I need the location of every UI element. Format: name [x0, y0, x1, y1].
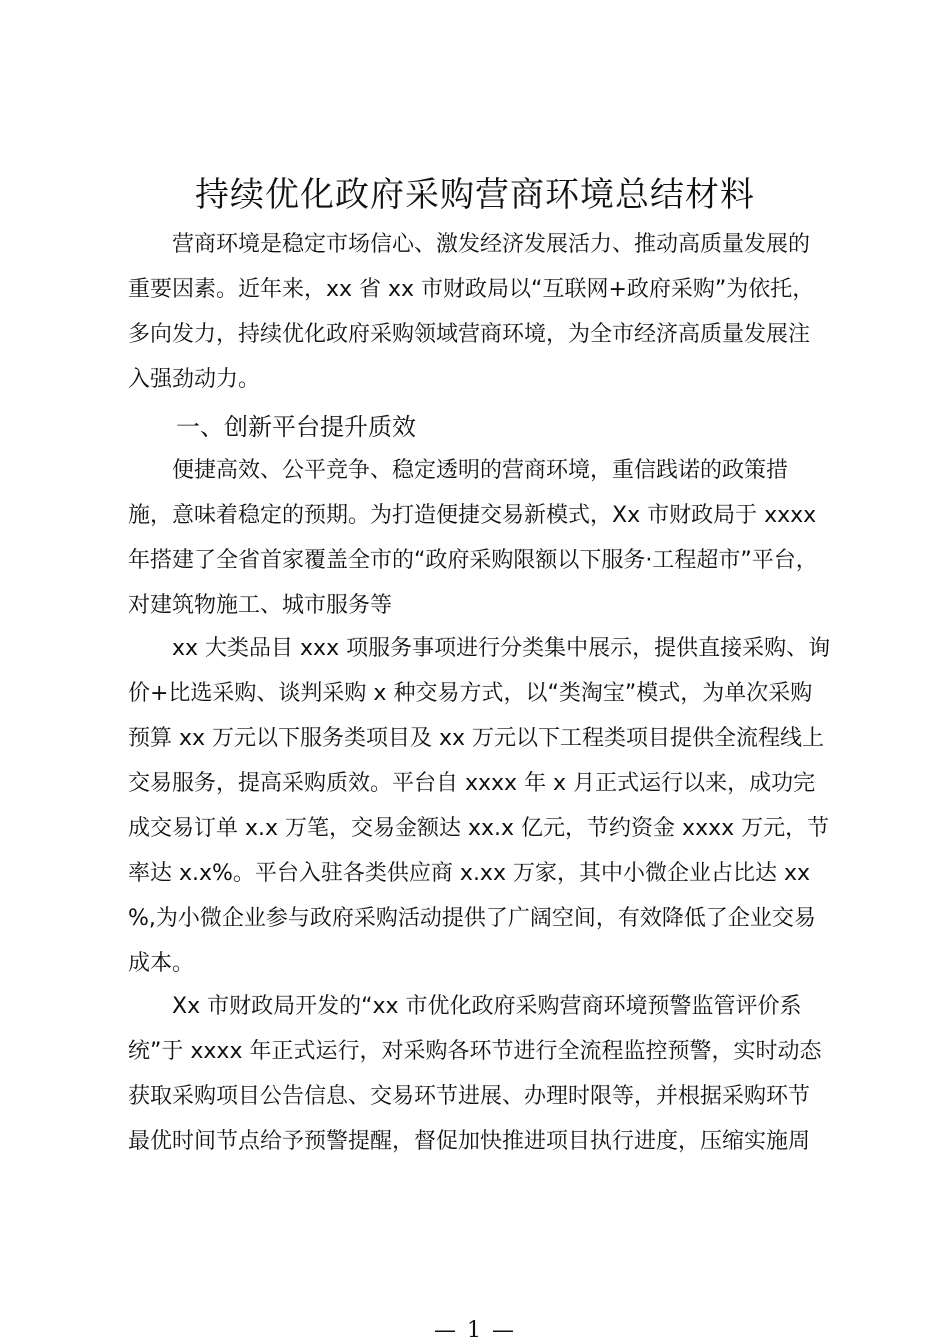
paragraph-line: 多向发力，持续优化政府采购领域营商环境，为全市经济高质量发展注 [128, 322, 811, 347]
paragraph-line: 预算 xx 万元以下服务类项目及 xx 万元以下工程类项目提供全流程线上 [128, 726, 825, 751]
paragraph-line: Xx 市财政局开发的“xx 市优化政府采购营商环境预警监管评价系 [172, 994, 802, 1019]
section-heading: 一、创新平台提升质效 [176, 413, 416, 441]
page-number: — 1 — [434, 1318, 516, 1343]
paragraph-line: 施，意味着稳定的预期。为打造便捷交易新模式，Xx 市财政局于 xxxx [128, 503, 817, 528]
paragraph-intro [128, 222, 828, 402]
paragraph-line: 交易服务，提高采购质效。平台自 xxxx 年 x 月正式运行以来，成功完 [128, 771, 816, 796]
document-title: 持续优化政府采购营商环境总结材料 [195, 175, 755, 215]
paragraph-line: %,为小微企业参与政府采购活动提供了广阔空间，有效降低了企业交易 [128, 906, 816, 931]
paragraph-monitoring [128, 984, 828, 1164]
paragraph-line: 营商环境是稳定市场信心、激发经济发展活力、推动高质量发展的 [172, 232, 811, 257]
paragraph-line: 年搭建了全省首家覆盖全市的“政府采购限额以下服务·工程超市”平台， [128, 548, 818, 573]
paragraph-line: xx 大类品目 xxx 项服务事项进行分类集中展示，提供直接采购、询 [172, 636, 831, 661]
paragraph-line: 入强劲动力。 [128, 367, 261, 392]
paragraph-line: 重要因素。近年来，xx 省 xx 市财政局以“互联网+政府采购”为依托， [128, 277, 815, 302]
paragraph-platform [128, 448, 828, 628]
paragraph-line: 获取采购项目公告信息、交易环节进展、办理时限等，并根据采购环节 [128, 1084, 811, 1109]
paragraph-line: 成本。 [128, 951, 195, 976]
paragraph-line: 价+比选采购、谈判采购 x 种交易方式，以“类淘宝”模式，为单次采购 [128, 681, 813, 706]
paragraph-line: 率达 x.x%。平台入驻各类供应商 x.xx 万家，其中小微企业占比达 xx [128, 861, 811, 886]
paragraph-line: 最优时间节点给予预警提醒，督促加快推进项目执行进度，压缩实施周 [128, 1129, 811, 1154]
paragraph-line: 便捷高效、公平竞争、稳定透明的营商环境，重信践诺的政策措 [172, 458, 789, 483]
paragraph-line: 成交易订单 x.x 万笔，交易金额达 xx.x 亿元，节约资金 xxxx 万元，节 [128, 816, 830, 841]
paragraph-line: 对建筑物施工、城市服务等 [128, 593, 393, 618]
paragraph-line: 统”于 xxxx 年正式运行，对采购各环节进行全流程监控预警，实时动态 [128, 1039, 822, 1064]
paragraph-categories [128, 626, 831, 986]
